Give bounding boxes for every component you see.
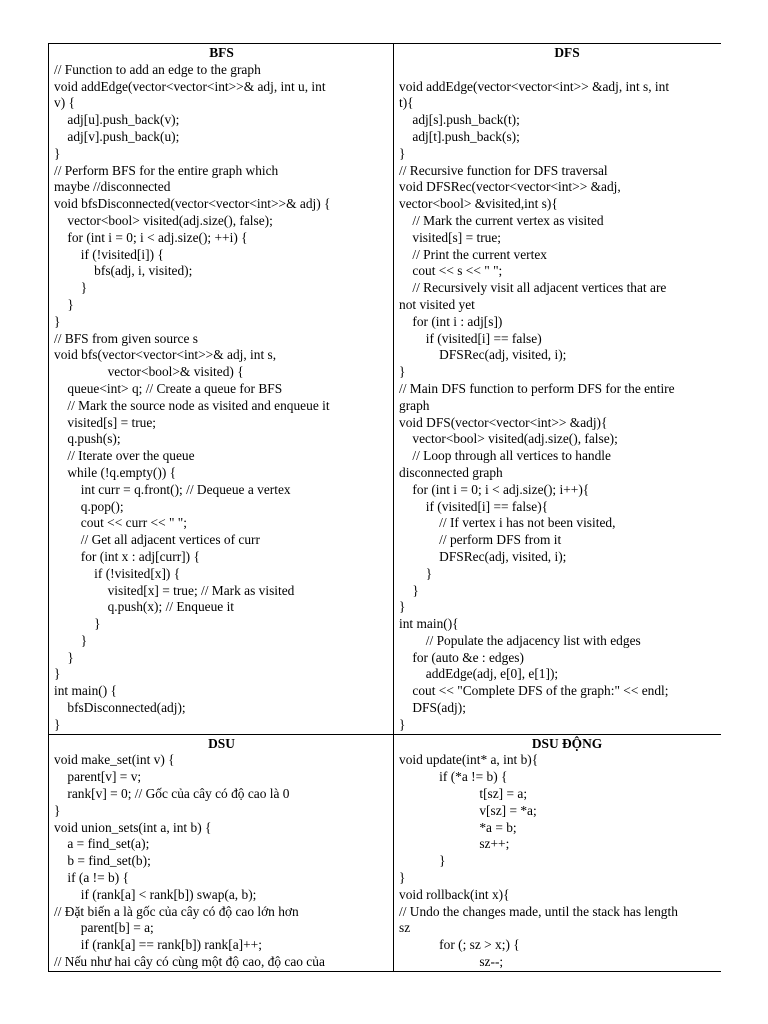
- code-line: int main(){: [399, 616, 459, 632]
- code-line: }: [399, 364, 406, 380]
- code-line: bfs(adj, i, visited);: [54, 263, 193, 279]
- code-line: vector<bool>& visited) {: [54, 364, 244, 380]
- dsu-code: [54, 752, 389, 970]
- dsu-cell: [49, 734, 394, 971]
- code-line: // Print the current vertex: [399, 246, 547, 262]
- code-line: graph: [399, 397, 430, 413]
- code-line: q.pop();: [54, 498, 124, 514]
- code-line: }: [54, 802, 61, 818]
- code-line: rank[v] = 0; // Gốc của cây có độ cao là 0: [54, 786, 290, 802]
- code-line: bfsDisconnected(adj);: [54, 700, 186, 716]
- code-line: DFSRec(adj, visited, i);: [399, 548, 567, 564]
- code-line: }: [54, 296, 74, 312]
- code-line: }: [54, 616, 101, 632]
- code-line: v[sz] = *a;: [399, 802, 537, 818]
- code-line: // Đặt biến a là gốc của cây có độ cao lớn hơn: [54, 903, 299, 919]
- code-line: }: [54, 280, 88, 296]
- code-line: cout << s << " ";: [399, 263, 503, 279]
- code-line: void union_sets(int a, int b) {: [54, 819, 212, 835]
- code-line: queue<int> q; // Create a queue for BFS: [54, 380, 283, 396]
- code-line: // Recursive function for DFS traversal: [399, 162, 608, 178]
- bfs-cell: [49, 44, 394, 735]
- code-line: void bfs(vector<vector<int>>& adj, int s,: [54, 347, 277, 363]
- code-line: b = find_set(b);: [54, 853, 151, 869]
- code-line: // Function to add an edge to the graph: [54, 61, 261, 77]
- code-line: }: [399, 716, 406, 732]
- code-line: not visited yet: [399, 296, 475, 312]
- code-line: cout << "Complete DFS of the graph:" << endl;: [399, 683, 669, 699]
- code-line: // Get all adjacent vertices of curr: [54, 532, 260, 548]
- code-line: // perform DFS from it: [399, 532, 562, 548]
- code-line: if (rank[a] < rank[b]) swap(a, b);: [54, 886, 257, 902]
- table-row-top: [49, 44, 722, 735]
- code-line: a = find_set(a);: [54, 836, 150, 852]
- code-line: if (!visited[x]) {: [54, 565, 181, 581]
- code-line: }: [54, 632, 88, 648]
- code-line: for (; sz > x;) {: [399, 937, 520, 953]
- table-row-bottom: [49, 734, 722, 971]
- code-line: visited[s] = true;: [54, 414, 157, 430]
- code-line: // Nếu như hai cây có cùng một độ cao, độ cao của: [54, 954, 325, 970]
- bfs-code: [54, 62, 389, 734]
- code-line: visited[x] = true; // Mark as visited: [54, 582, 295, 598]
- code-line: }: [399, 599, 406, 615]
- code-line: if (a != b) {: [54, 870, 129, 886]
- code-line: adj[v].push_back(u);: [54, 128, 180, 144]
- dfs-title: DFS: [554, 45, 580, 60]
- code-line: void bfsDisconnected(vector<vector<int>>& adj) {: [54, 196, 331, 212]
- code-line: if (!visited[i]) {: [54, 246, 164, 262]
- code-line: }: [54, 649, 74, 665]
- code-line: DFS(adj);: [399, 700, 466, 716]
- code-line: }: [399, 582, 419, 598]
- code-line: void make_set(int v) {: [54, 752, 175, 768]
- dsu-dong-title: DSU ĐỘNG: [531, 735, 603, 751]
- code-line: cout << curr << " ";: [54, 515, 187, 531]
- code-line: void DFSRec(vector<vector<int>> &adj,: [399, 179, 621, 195]
- code-line: int curr = q.front(); // Dequeue a vertex: [54, 481, 291, 497]
- code-line: visited[s] = true;: [399, 229, 502, 245]
- code-line: addEdge(adj, e[0], e[1]);: [399, 666, 559, 682]
- code-line: // Perform BFS for the entire graph which: [54, 162, 279, 178]
- code-line: vector<bool> visited(adj.size(), false);: [54, 212, 273, 228]
- dsu-title: DSU: [208, 735, 235, 751]
- dfs-cell: [394, 44, 722, 735]
- code-table: [48, 43, 721, 972]
- dsu-dong-cell: [394, 734, 722, 971]
- code-line: parent[b] = a;: [54, 920, 154, 936]
- code-line: // Undo the changes made, until the stack has length: [399, 903, 678, 919]
- code-line: // Mark the current vertex as visited: [399, 212, 604, 228]
- code-line: if (rank[a] == rank[b]) rank[a]++;: [54, 937, 262, 953]
- code-line: sz--;: [399, 954, 504, 970]
- code-line: }: [399, 565, 433, 581]
- code-line: for (int i : adj[s]): [399, 313, 503, 329]
- code-line: for (auto &e : edges): [399, 649, 524, 665]
- code-line: int main() {: [54, 683, 117, 699]
- code-line: for (int i = 0; i < adj.size(); i++){: [399, 481, 590, 497]
- code-line: adj[s].push_back(t);: [399, 112, 520, 128]
- code-line: void addEdge(vector<vector<int>> &adj, int s, int: [399, 78, 670, 94]
- code-line: adj[t].push_back(s);: [399, 128, 520, 144]
- code-line: if (visited[i] == false){: [399, 498, 549, 514]
- code-line: }: [54, 145, 61, 161]
- code-line: // Mark the source node as visited and enqueue it: [54, 397, 330, 413]
- code-line: for (int x : adj[curr]) {: [54, 548, 200, 564]
- code-line: while (!q.empty()) {: [54, 464, 177, 480]
- code-line: v) {: [54, 95, 75, 111]
- code-line: }: [399, 145, 406, 161]
- code-line: [399, 62, 721, 79]
- code-line: }: [54, 666, 61, 682]
- code-line: // Recursively visit all adjacent vertices that are: [399, 280, 667, 296]
- code-line: q.push(s);: [54, 431, 121, 447]
- code-line: // Main DFS function to perform DFS for the entire: [399, 380, 675, 396]
- code-line: void DFS(vector<vector<int>> &adj){: [399, 414, 608, 430]
- code-line: disconnected graph: [399, 464, 503, 480]
- code-line: sz++;: [399, 836, 510, 852]
- code-line: if (visited[i] == false): [399, 330, 542, 346]
- code-line: }: [399, 870, 406, 886]
- bfs-title: BFS: [209, 45, 234, 60]
- code-line: }: [399, 853, 446, 869]
- code-line: // Iterate over the queue: [54, 448, 195, 464]
- code-line: }: [54, 716, 61, 732]
- code-line: // BFS from given source s: [54, 330, 198, 346]
- code-line: vector<bool> visited(adj.size(), false);: [399, 431, 618, 447]
- code-line: void addEdge(vector<vector<int>>& adj, int u, int: [54, 78, 326, 94]
- code-line: // Populate the adjacency list with edges: [399, 632, 641, 648]
- code-line: t){: [399, 95, 414, 111]
- code-line: DFSRec(adj, visited, i);: [399, 347, 567, 363]
- code-line: void update(int* a, int b){: [399, 752, 539, 768]
- code-line: vector<bool> &visited,int s){: [399, 196, 558, 212]
- code-line: adj[u].push_back(v);: [54, 112, 180, 128]
- code-line: sz: [399, 920, 411, 936]
- code-line: if (*a != b) {: [399, 769, 508, 785]
- code-line: parent[v] = v;: [54, 769, 142, 785]
- code-line: q.push(x); // Enqueue it: [54, 599, 235, 615]
- dfs-code: [399, 62, 721, 734]
- code-line: // If vertex i has not been visited,: [399, 515, 616, 531]
- dsu-dong-code: [399, 752, 721, 970]
- code-line: *a = b;: [399, 819, 517, 835]
- code-line: }: [54, 313, 61, 329]
- code-line: void rollback(int x){: [399, 886, 510, 902]
- code-line: for (int i = 0; i < adj.size(); ++i) {: [54, 229, 248, 245]
- code-line: maybe //disconnected: [54, 179, 171, 195]
- document-page: [48, 43, 721, 973]
- code-line: t[sz] = a;: [399, 786, 528, 802]
- code-line: // Loop through all vertices to handle: [399, 448, 611, 464]
